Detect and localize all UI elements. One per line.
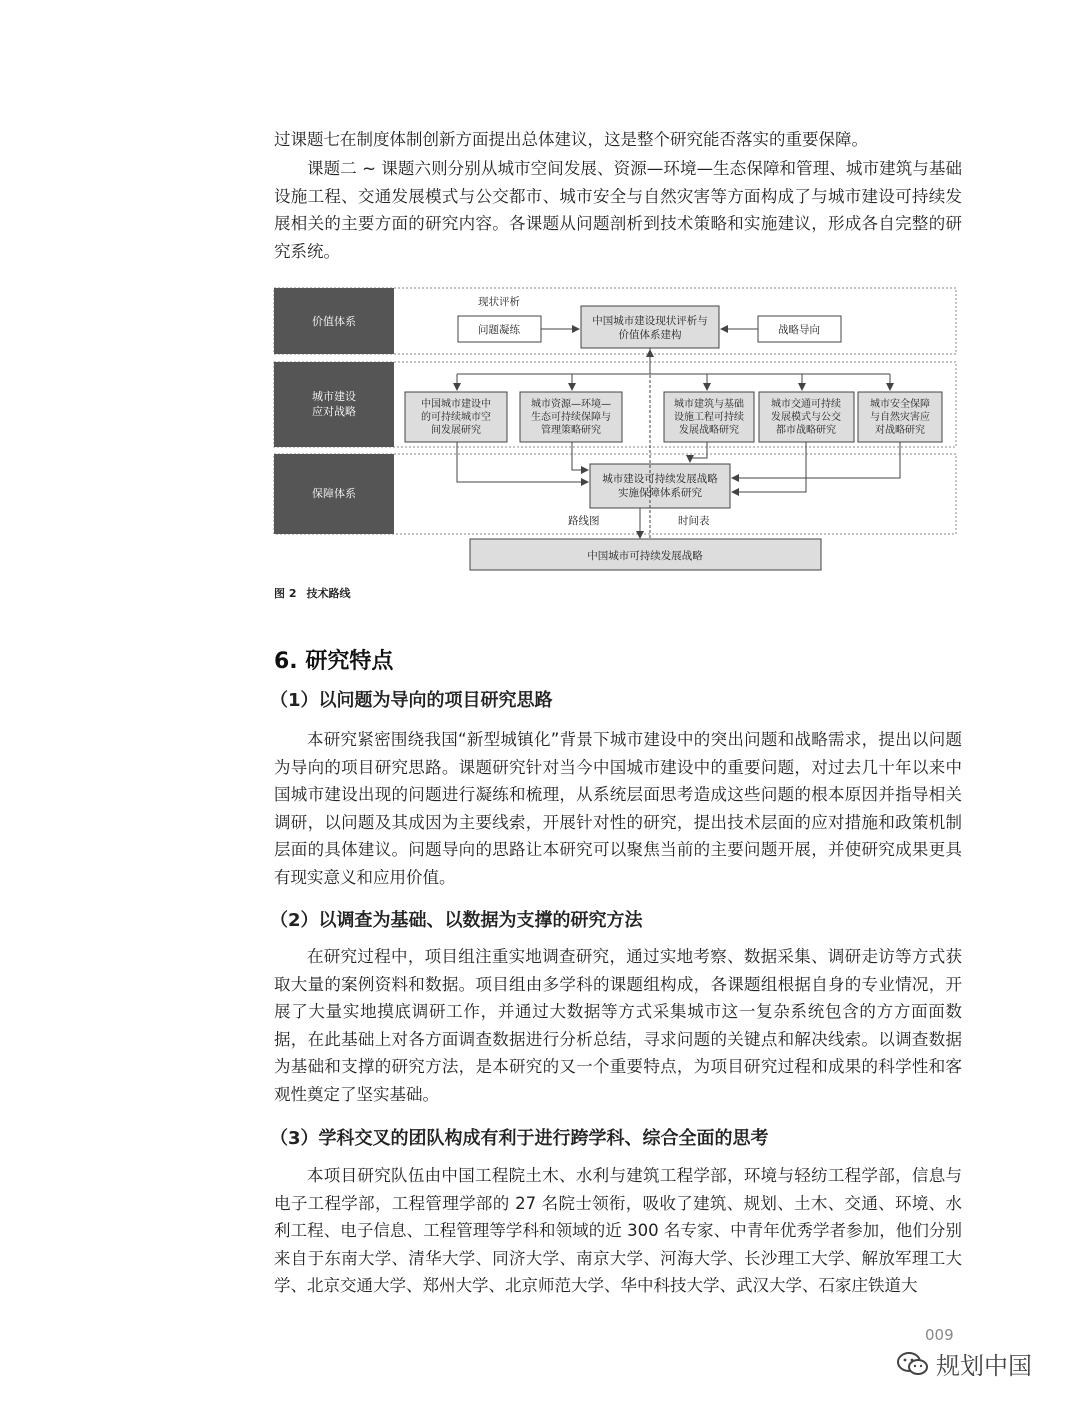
diagram-polyline-50 <box>457 442 588 482</box>
technical-route-diagram <box>270 282 960 574</box>
box-support-system <box>590 464 730 508</box>
figure-number: 图 2 <box>274 587 297 600</box>
row-support-label: 保障体系 <box>312 487 356 500</box>
subsection-1-text: 本研究紧密围绕我国“新型城镇化”背景下城市建设中的突出问题和战略需求，提出以问题为导向的项目研究思路。课题研究针对当今中国城市建设中的重要问题，对过去几十年以来中国城市建设出现的问题进行凝练和梳理，从系统层面思考造成这些问题的根本原因并指导相关调研，以问题及其成因为主要线索，开展针对性的研究，提出技术层面的应对措施和政策机制层面的具体建议。问题导向的思路让本研究可以聚焦当前的主要问题开展，并使研究成果更具有现实意义和应用价值。 <box>274 730 962 887</box>
watermark-text: 规划中国 <box>936 1352 1032 1380</box>
diagram-text-38: 发展战略研究 <box>679 425 739 436</box>
box-core <box>581 306 719 348</box>
box-core-line1: 中国城市建设现状评析与 <box>592 315 708 327</box>
box-core-line2: 价值体系建构 <box>618 329 682 341</box>
diagram-text-40: 城市交通可持续 <box>771 399 841 410</box>
subsection-2-title: （2）以调查为基础、以数据为支撑的研究方法 <box>270 910 643 931</box>
diagram-text-36: 城市建筑与基础 <box>674 399 744 410</box>
box-guide-text: 战略导向 <box>778 324 820 336</box>
subsection-3-title: （3）学科交叉的团队构成有利于进行跨学科、综合全面的思考 <box>270 1128 769 1149</box>
diagram-text-34: 管理策略研究 <box>541 425 601 436</box>
diagram-text-28: 中国城市建设中 <box>421 399 491 410</box>
diagram-text-30: 间发展研究 <box>431 425 481 436</box>
subsection-1-title: （1）以问题为导向的项目研究思路 <box>270 690 553 711</box>
diagram-text-45: 与自然灾害应 <box>870 412 930 423</box>
row-strategy-label-line2: 应对战略 <box>312 405 356 418</box>
subsection-3-text: 本项目研究队伍由中国工程院土木、水利与建筑工程学部，环境与轻纺工程学部，信息与电子工程学部，工程管理学部的 27 名院士领衔，吸收了建筑、规划、土木、交通、环境、水利工程、电子信息、工程管理等学科和领域的近 300 名专家、中青年优秀学者参加，他们分别来自于东南大学、清华大学、同济大学、南京大学、河海大学、长沙理工大学、解放军理工大学、北京交通大学、郑州大学、北京师范大学、华中科技大学、武汉大学、石家庄铁道大 <box>274 1166 962 1295</box>
page-number: 009 <box>925 1326 954 1344</box>
paragraph-topics: 课题二 ~ 课题六则分别从城市空间发展、资源—环境—生态保障和管理、城市建筑与基础设施工程、交通发展模式与公交都市、城市安全与自然灾害等方面构成了与城市建设可持续发展相关的主要方面的研究内容。各课题从问题剖析到技术策略和实施建议，形成各自完整的研究系统。 <box>274 159 962 261</box>
diagram-polyline-52 <box>690 442 707 462</box>
diagram-text-37: 设施工程可持续 <box>674 412 744 423</box>
subsection-2-text: 在研究过程中，项目组注重实地调查研究，通过实地考察、数据采集、调研走访等方式获取大量的案例资料和数据。项目组由多学科的课题组构成，各课题组根据自身的专业情况，开展了大量实地摸底调研工作，并通过大数据等方式采集城市这一复杂系统包含的方方面面数据，在此基础上对各方面调查数据进行分析总结，寻求问题的关键点和解决线索。以调查数据为基础和支撑的研究方法，是本研究的又一个重要特点，为项目研究过程和成果的科学性和客观性奠定了坚实基础。 <box>274 947 962 1104</box>
diagram-text-33: 生态可持续保障与 <box>531 412 611 423</box>
box-support-line2: 实施保障体系研究 <box>618 487 702 499</box>
label-status: 现状评析 <box>478 296 520 308</box>
figure-title: 技术路线 <box>306 587 351 600</box>
watermark <box>896 1346 1032 1381</box>
diagram-polyline-51 <box>572 442 588 470</box>
box-problem-text: 问题凝练 <box>478 324 520 336</box>
diagram-text-46: 对战略研究 <box>875 425 925 436</box>
row-value-label: 价值体系 <box>312 315 356 328</box>
figure-caption <box>274 585 360 601</box>
label-timetable: 时间表 <box>678 515 710 527</box>
label-roadmap: 路线图 <box>568 515 600 527</box>
box-final-text: 中国城市可持续发展战略 <box>587 550 703 562</box>
diagram-polyline-53 <box>732 442 806 492</box>
diagram-text-41: 发展模式与公交 <box>771 412 841 423</box>
row-strategy-label-line1: 城市建设 <box>312 390 356 403</box>
diagram-text-32: 城市资源—环境— <box>531 399 611 410</box>
section-title: 6. 研究特点 <box>274 649 394 674</box>
box-support-line1: 城市建设可持续发展战略 <box>602 473 718 485</box>
paragraph-continued: 过课题七在制度体制创新方面提出总体建议，这是整个研究能否落实的重要保障。 <box>274 130 868 149</box>
diagram-text-29: 的可持续城市空 <box>421 412 491 423</box>
wechat-icon <box>896 1351 930 1377</box>
diagram-text-42: 都市战略研究 <box>776 425 836 436</box>
diagram-text-44: 城市安全保障 <box>870 399 930 410</box>
